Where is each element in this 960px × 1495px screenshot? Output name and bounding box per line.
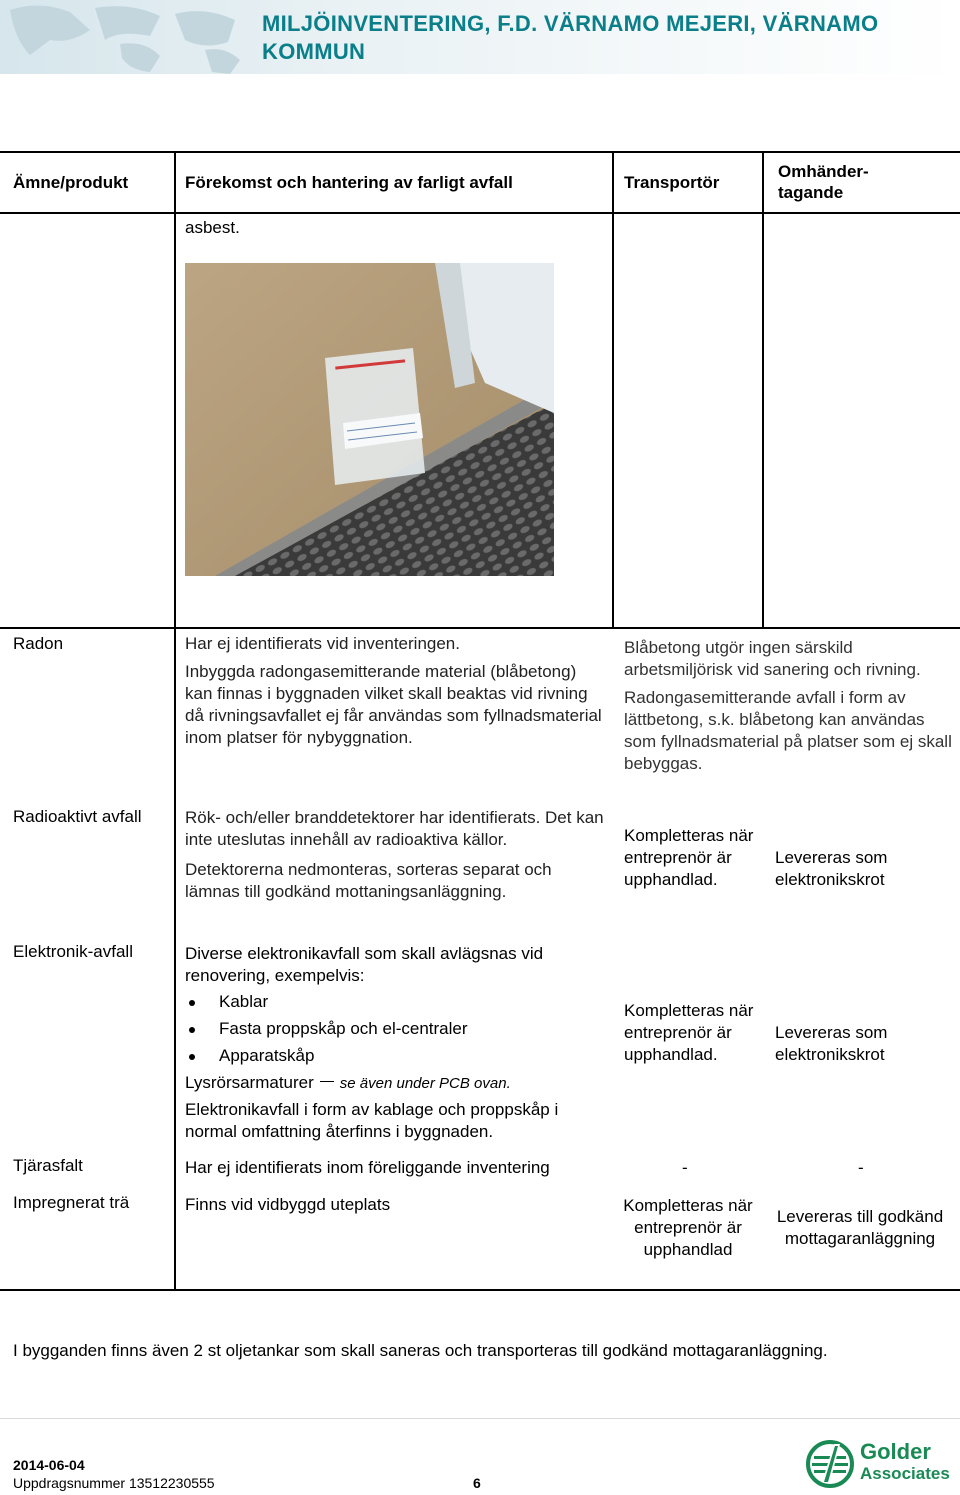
col-header-disposal: Omhänder- tagande [778, 162, 869, 202]
list-item: Fasta proppskåp och el-centraler [185, 1018, 605, 1040]
col-header-occurrence: Förekomst och hantering av farligt avfall [185, 173, 513, 192]
radon-note-1: Blåbetong utgör ingen särskild arbetsmiljörisk vid sanering och rivning. [624, 638, 921, 679]
radon-line-2: Inbyggda radongasemitterande material (blåbetong) kan finnas i byggnaden vilket skall beaktas vid rivning då rivningsavfallet ej får användas som fyllnadsmaterial inom platser för nybyggnation. [185, 662, 602, 747]
fluorescent-label: Lysrörsarmaturer [185, 1073, 314, 1092]
subject-electronic: Elektronik-avfall [13, 942, 133, 961]
occurrence-radioactive [185, 807, 605, 903]
col-divider-2 [612, 151, 614, 216]
subject-radioactive: Radioaktivt avfall [13, 807, 142, 826]
transporter-impregnated-wood: Kompletteras när entreprenör är upphandlad [623, 1196, 753, 1259]
radioactive-line-1: Rök- och/eller branddetektorer har identifierats. Det kan inte uteslutas innehåll av radioaktiva källor. [185, 808, 604, 849]
col-divider-2b [612, 212, 614, 628]
table-bottom-border [0, 1289, 960, 1291]
col-header-transporter: Transportör [624, 173, 720, 192]
occurrence-impregnated-wood: Finns vid vidbyggd uteplats [185, 1195, 391, 1214]
header-banner [0, 0, 960, 74]
sample-bag [325, 348, 425, 485]
electronic-end: Elektronikavfall i form av kablage och proppskåp i normal omfattning återfinns i byggnaden. [185, 1100, 559, 1141]
document-title: MILJÖINVENTERING, F.D. VÄRNAMO MEJERI, VÄRNAMO KOMMUN [262, 11, 879, 64]
col-divider-1 [174, 151, 176, 1291]
page-number: 6 [473, 1475, 481, 1491]
transporter-tar-asphalt: - [682, 1158, 688, 1177]
col-header-subject: Ämne/produkt [13, 173, 129, 192]
disposal-electronic: Levereras som elektronikskrot [775, 1023, 888, 1064]
transport-note-radon [624, 637, 954, 775]
radioactive-line-2: Detektorerna nedmonteras, sorteras separat och lämnas till godkänd mottaningsanläggning. [185, 860, 552, 901]
asbest-continuation: asbest. [185, 218, 240, 237]
list-item: Apparatskåp [185, 1045, 605, 1067]
header-bottom-border [0, 212, 960, 214]
disposal-impregnated-wood: Levereras till godkänd mottagaranläggning [776, 1207, 944, 1248]
fluorescent-fixtures-line [185, 1072, 605, 1095]
list-item: Kablar [185, 991, 605, 1013]
disposal-tar-asphalt: - [858, 1158, 864, 1177]
row-border-radon [0, 627, 960, 629]
electronic-intro: Diverse elektronikavfall som skall avlägsnas vid renovering, exempelvis: [185, 944, 544, 985]
col-divider-3b [762, 212, 764, 628]
transporter-electronic: Kompletteras när entreprenör är upphandlad. [624, 1001, 754, 1064]
transporter-radioactive: Kompletteras när entreprenör är upphandlad. [624, 826, 754, 889]
company-logo [806, 1438, 950, 1490]
oil-tank-note: I bygganden finns även 2 st oljetankar som skall saneras och transporteras till godkänd mottagaranläggning. [13, 1341, 828, 1360]
pcb-reference: se även under PCB ovan. [339, 1075, 511, 1092]
subject-impregnated-wood: Impregnerat trä [13, 1193, 130, 1212]
radon-line-1: Har ej identifierats vid inventeringen. [185, 634, 460, 653]
occurrence-electronic [185, 943, 605, 1143]
table-top-border [0, 151, 960, 153]
footer-divider [0, 1418, 960, 1419]
dash-divider [320, 1081, 334, 1082]
occurrence-radon [185, 633, 605, 749]
col-divider-3 [762, 151, 764, 216]
sample-photo [185, 263, 554, 576]
subject-radon: Radon [13, 634, 64, 653]
occurrence-tar-asphalt: Har ej identifierats inom föreliggande inventering [185, 1158, 550, 1177]
logo-text-associates: Associates [860, 1464, 950, 1483]
disposal-radioactive: Levereras som elektronikskrot [775, 848, 888, 889]
footer-date: 2014-06-04 [13, 1457, 85, 1473]
electronic-list [185, 991, 605, 1067]
footer-project-number: Uppdragsnummer 13512230555 [13, 1475, 215, 1491]
logo-text-golder: Golder [860, 1439, 931, 1464]
subject-tar-asphalt: Tjärasfalt [13, 1156, 83, 1175]
radon-note-2: Radongasemitterande avfall i form av lättbetong, s.k. blåbetong kan användas som fyllnadsmaterial på platser som ej skall bebyggas. [624, 688, 952, 773]
